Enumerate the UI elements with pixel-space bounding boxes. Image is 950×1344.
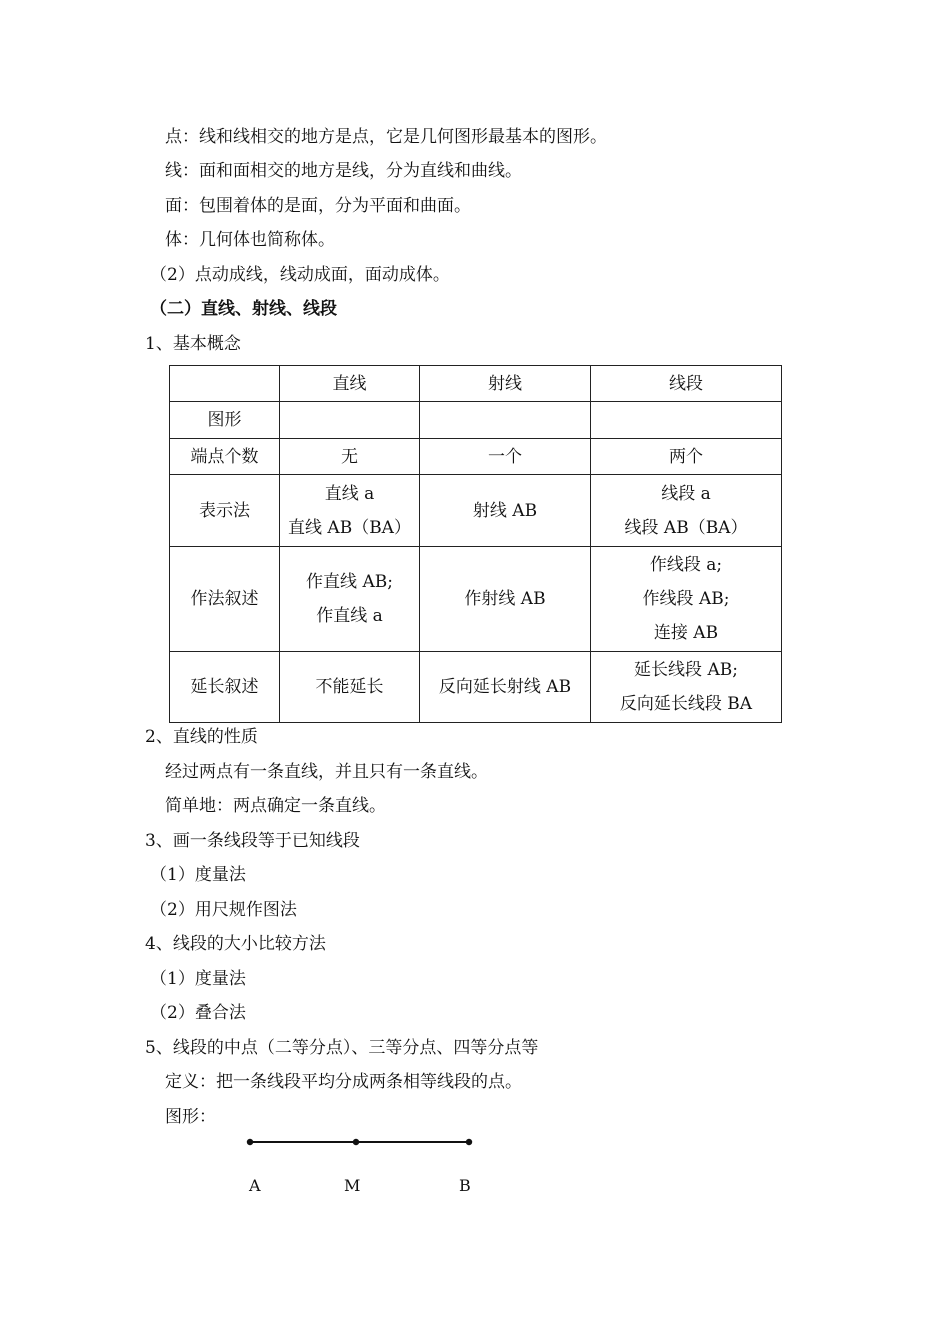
- table-header-cell: 线段: [591, 366, 782, 402]
- table-cell: [420, 652, 591, 723]
- table-cell-line: 作射线 AB: [464, 589, 546, 609]
- table-cell-line: 直线 a: [324, 483, 375, 504]
- table-cell-line: 作线段 a;: [649, 555, 723, 575]
- table-cell: [280, 402, 420, 439]
- table-cell-line: 直线 AB（BA）: [288, 517, 411, 538]
- table-cell: [420, 547, 591, 652]
- table-cell-line: 连接 AB: [653, 623, 719, 643]
- table-cell: [591, 652, 782, 723]
- table-cell-line: 作直线 AB;: [306, 572, 393, 592]
- table-cell: [280, 475, 420, 547]
- table-cell-line: 射线 AB: [472, 500, 538, 521]
- item2-title: 2、直线的性质: [145, 727, 258, 747]
- item3-title: 3、画一条线段等于已知线段: [145, 831, 360, 851]
- item1-title: 1、基本概念: [145, 334, 241, 354]
- table-row: [170, 439, 782, 475]
- table-cell: [591, 475, 782, 547]
- table-cell: [420, 439, 591, 475]
- table-cell-line: 线段 AB（BA）: [624, 517, 748, 538]
- table-row: [170, 547, 782, 652]
- label-m: M: [344, 1176, 361, 1195]
- table-cell: [420, 402, 591, 439]
- definition-line: 线：面和面相交的地方是线，分为直线和曲线。: [165, 161, 522, 181]
- definition-solid: 体：几何体也简称体。: [165, 230, 335, 250]
- table-header-cell: 射线: [420, 366, 591, 402]
- concepts-table: [169, 365, 782, 723]
- table-cell: [280, 439, 420, 475]
- point-a: [247, 1139, 253, 1145]
- item2-text2: 简单地：两点确定一条直线。: [165, 796, 386, 816]
- table-cell-line: 作线段 AB;: [642, 589, 730, 609]
- item5-figure-label: 图形：: [165, 1107, 216, 1127]
- table-header-cell: 直线: [280, 366, 420, 402]
- table-cell: [420, 475, 591, 547]
- table-header-cell: [170, 366, 280, 402]
- table-cell-line: 两个: [669, 446, 703, 467]
- definition-surface: 面：包围着体的是面，分为平面和曲面。: [165, 196, 471, 216]
- item3-method2: （2）用尺规作图法: [150, 900, 297, 920]
- label-b: B: [459, 1176, 471, 1195]
- table-cell: [591, 402, 782, 439]
- table-cell-line: 不能延长: [315, 677, 384, 697]
- table-row: [170, 652, 782, 723]
- table-row-label: 作法叙述: [170, 547, 280, 652]
- table-row-label: 表示法: [170, 475, 280, 547]
- table-cell: [280, 652, 420, 723]
- point-b: [466, 1139, 472, 1145]
- item4-method1: （1）度量法: [150, 969, 246, 989]
- table-cell: [591, 439, 782, 475]
- table-row-label: 延长叙述: [170, 652, 280, 723]
- item5-title: 5、线段的中点（二等分点）、三等分点、四等分点等: [145, 1038, 539, 1058]
- table-cell-line: 一个: [488, 446, 522, 467]
- table-row-label: 图形: [170, 402, 280, 439]
- table-row: [170, 402, 782, 439]
- item5-definition: 定义：把一条线段平均分成两条相等线段的点。: [165, 1072, 522, 1092]
- table-row-label: 端点个数: [170, 439, 280, 475]
- item4-method2: （2）叠合法: [150, 1003, 246, 1023]
- table-cell-line: 无: [341, 446, 358, 467]
- item3-method1: （1）度量法: [150, 865, 246, 885]
- table-cell-line: 反向延长线段 BA: [619, 694, 753, 714]
- table-header-row: [170, 366, 782, 402]
- point-m: [353, 1139, 359, 1145]
- motion-statement: （2）点动成线，线动成面，面动成体。: [150, 265, 450, 285]
- section-title: （二）直线、射线、线段: [150, 299, 337, 319]
- table-cell: [591, 547, 782, 652]
- table-cell: [280, 547, 420, 652]
- item2-text1: 经过两点有一条直线，并且只有一条直线。: [165, 762, 488, 782]
- table-cell-line: 反向延长射线 AB: [438, 677, 572, 697]
- table-cell-line: 延长线段 AB;: [634, 660, 738, 680]
- item4-title: 4、线段的大小比较方法: [145, 934, 326, 954]
- definition-point: 点：线和线相交的地方是点，它是几何图形最基本的图形。: [165, 127, 607, 147]
- table-cell-line: 线段 a: [661, 483, 711, 504]
- table-cell-line: 作直线 a: [316, 606, 383, 626]
- table-row: [170, 475, 782, 547]
- label-a: A: [249, 1176, 261, 1195]
